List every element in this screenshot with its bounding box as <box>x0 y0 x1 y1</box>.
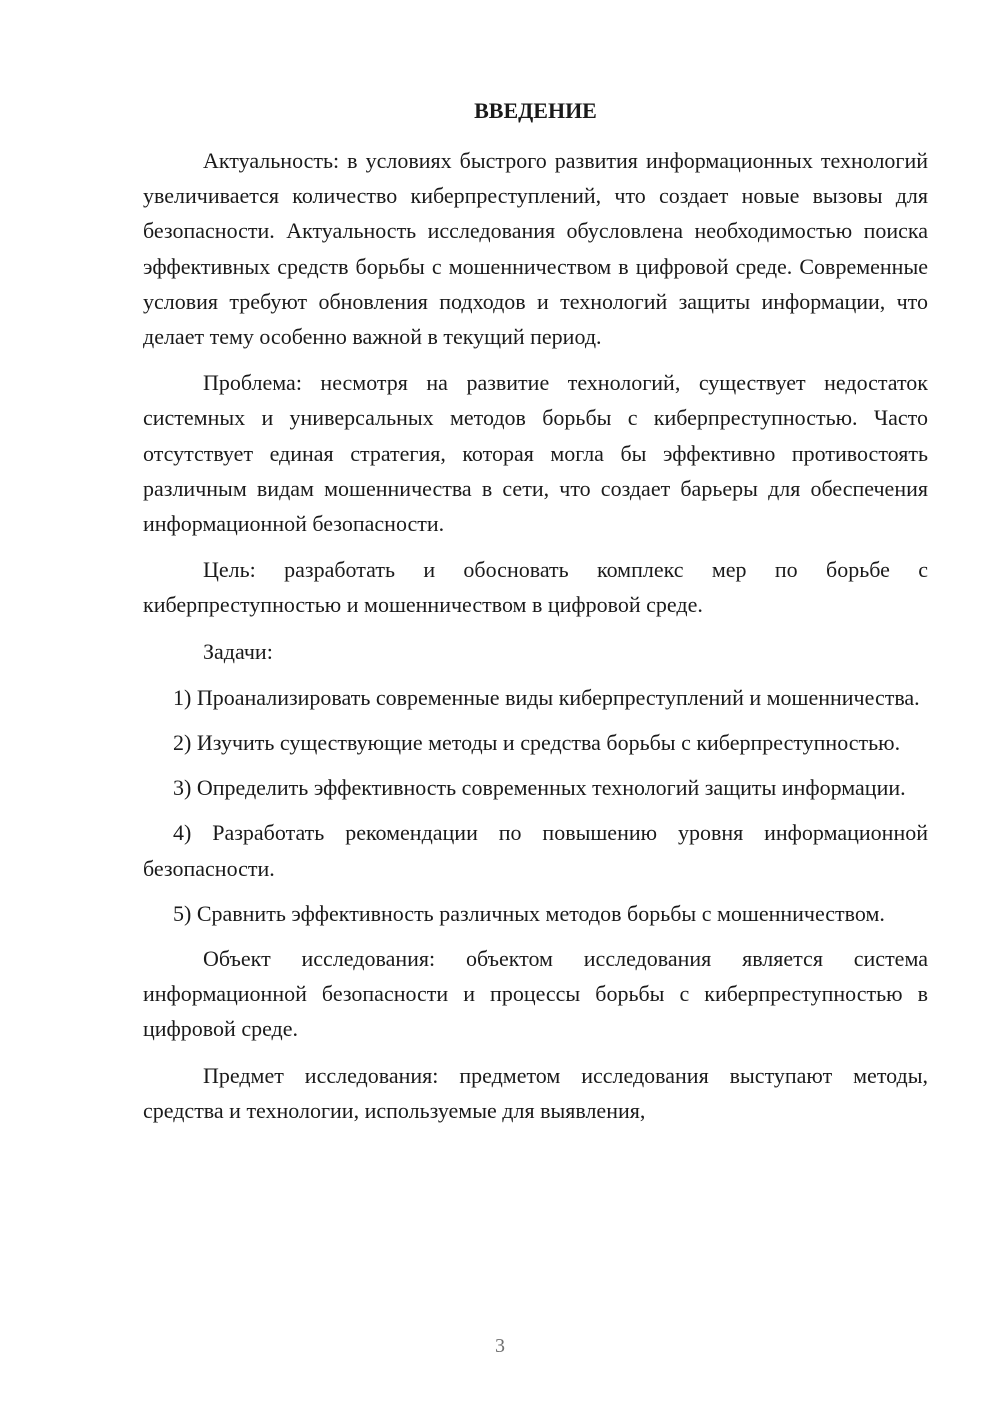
page-number: 3 <box>495 1335 505 1357</box>
task-item: 5) Сравнить эффективность различных методов борьбы с мошенничеством. <box>173 900 885 926</box>
task-item: 1) Проанализировать современные виды киберпреступлений и мошенничества. <box>173 684 920 710</box>
problem-paragraph: Проблема: несмотря на развитие технологий, существует недостаток системных и универсальных методов борьбы с киберпреступностью. Часто отсутствует единая стратегия, которая могла бы эффективно противостоять различным видам мошенничества в сети, что создает барьеры для обеспечения информационной безопасности. <box>143 370 928 537</box>
section-title: ВВЕДЕНИЕ <box>474 98 597 123</box>
task-item: 4) Разработать рекомендации по повышению уровня информационной безопасности. <box>143 820 928 881</box>
tasks-heading: Задачи: <box>203 638 273 664</box>
task-item: 2) Изучить существующие методы и средства борьбы с киберпреступностью. <box>173 730 901 756</box>
task-item: 3) Определить эффективность современных технологий защиты информации. <box>173 775 906 801</box>
relevance-paragraph: Актуальность: в условиях быстрого развития информационных технологий увеличивается количество киберпреступлений, что создает новые вызовы для безопасности. Актуальность исследования обусловлена необходимостью поиска эффективных средств борьбы с мошенничеством в цифровой среде. Современные условия требуют обновления подходов и технологий защиты информации, что делает тему особенно важной в текущий период. <box>143 148 928 350</box>
object-paragraph: Объект исследования: объектом исследования является система информационной безопасности и процессы борьбы с киберпреступностью в цифровой среде. <box>143 946 928 1042</box>
page-content <box>143 96 928 1139</box>
subject-paragraph: Предмет исследования: предметом исследования выступают методы, средства и технологии, используемые для выявления, <box>143 1062 928 1123</box>
goal-paragraph: Цель: разработать и обосновать комплекс мер по борьбе с киберпреступностью и мошенничеством в цифровой среде. <box>143 557 928 618</box>
